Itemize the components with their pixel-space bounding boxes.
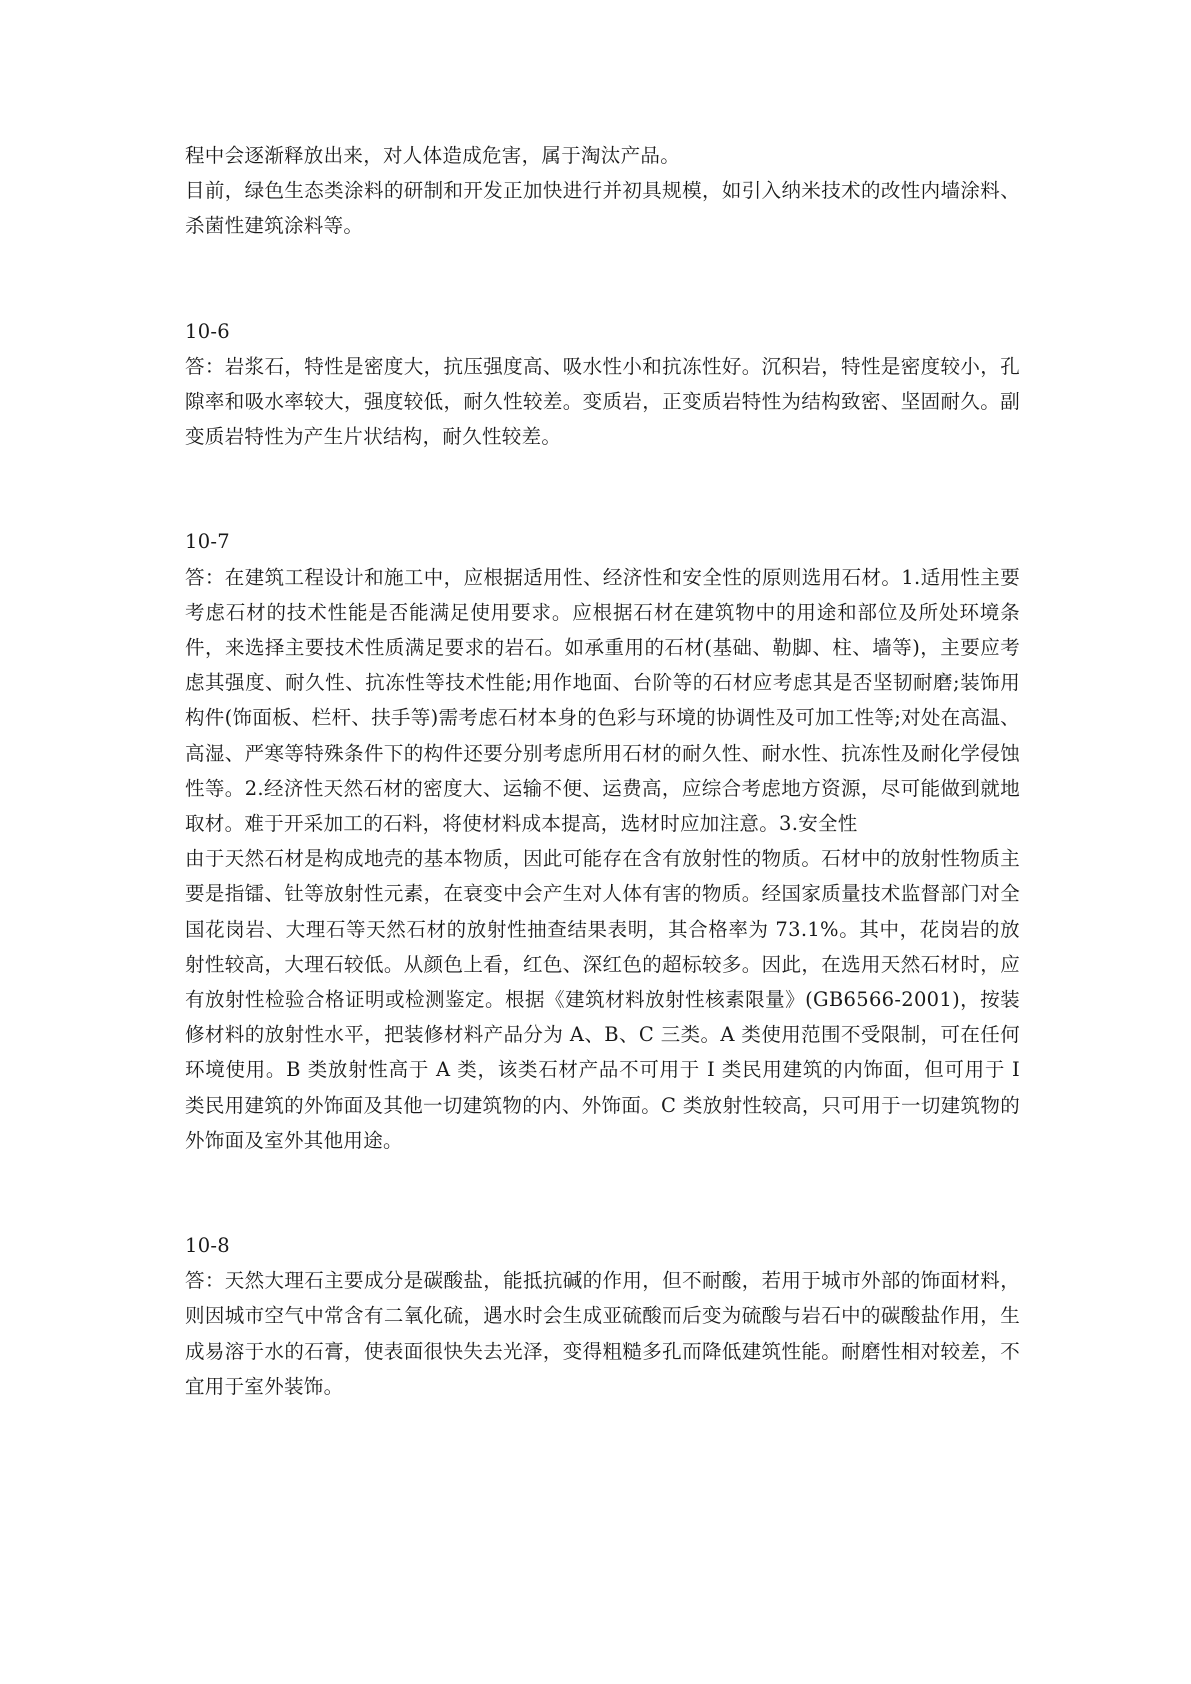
question-number-10-6: 10-6 <box>185 319 231 343</box>
section-spacer <box>185 244 1020 314</box>
answer-10-8: 答：天然大理石主要成分是碳酸盐，能抵抗碱的作用，但不耐酸，若用于城市外部的饰面材料，则因城市空气中常含有二氧化硫，遇水时会生成亚硫酸而后变为硫酸与岩石中的碳酸盐作用，生成易溶于水的石膏，使表面很快失去光泽，变得粗糙多孔而降低建筑性能。耐磨性相对较差，不宜用于室外装饰。 <box>185 1269 1020 1398</box>
section-spacer <box>185 1158 1020 1228</box>
question-number-10-7: 10-7 <box>185 530 231 554</box>
question-number-10-8: 10-8 <box>185 1234 231 1258</box>
document-body <box>185 138 1020 1404</box>
intro-paragraph-1: 程中会逐渐释放出来，对人体造成危害，属于淘汰产品。 <box>185 144 681 167</box>
answer-10-7: 答：在建筑工程设计和施工中，应根据适用性、经济性和安全性的原则选用石材。1.适用性主要考虑石材的技术性能是否能满足使用要求。应根据石材在建筑物中的用途和部位及所处环境条件，来选择主要技术性质满足要求的岩石。如承重用的石材(基础、勒脚、柱、墙等)，主要应考虑其强度、耐久性、抗冻性等技术性能;用作地面、台阶等的石材应考虑其是否坚韧耐磨;装饰用构件(饰面板、栏杆、扶手等)需考虑石材本身的色彩与环境的协调性及可加工性等;对处在高温、高湿、严寒等特殊条件下的构件还要分别考虑所用石材的耐久性、耐水性、抗冻性及耐化学侵蚀性等。2.经济性天然石材的密度大、运输不便、运费高，应综合考虑地方资源，尽可能做到就地取材。难于开采加工的石料，将使材料成本提高，选材时应加注意。3.安全性 <box>185 565 1020 836</box>
answer-10-7-safety: 由于天然石材是构成地壳的基本物质，因此可能存在含有放射性的物质。石材中的放射性物质主要是指镭、钍等放射性元素，在衰变中会产生对人体有害的物质。经国家质量技术监督部门对全国花岗岩、大理石等天然石材的放射性抽查结果表明，其合格率为 73.1%。其中，花岗岩的放射性较高，大理石较低。从颜色上看，红色、深红色的超标较多。因此，在选用天然石材时，应有放射性检验合格证明或检测鉴定。根据《建筑材料放射性核素限量》(GB6566-2001)，按装修材料的放射性水平，把装修材料产品分为 A、B、C 三类。A 类使用范围不受限制，可在任何环境使用。B 类放射性高于 A 类，该类石材产品不可用于 I 类民用建筑的内饰面，但可用于 I 类民用建筑的外饰面及其他一切建筑物的内、外饰面。C 类放射性较高，只可用于一切建筑物的外饰面及室外其他用途。 <box>185 847 1020 1152</box>
section-spacer <box>185 454 1020 524</box>
intro-paragraph-2: 目前，绿色生态类涂料的研制和开发正加快进行并初具规模，如引入纳米技术的改性内墙涂料、杀菌性建筑涂料等。 <box>185 179 1020 238</box>
answer-10-6: 答：岩浆石，特性是密度大，抗压强度高、吸水性小和抗冻性好。沉积岩，特性是密度较小，孔隙率和吸水率较大，强度较低，耐久性较差。变质岩，正变质岩特性为结构致密、坚固耐久。副变质岩特性为产生片状结构，耐久性较差。 <box>185 354 1020 449</box>
